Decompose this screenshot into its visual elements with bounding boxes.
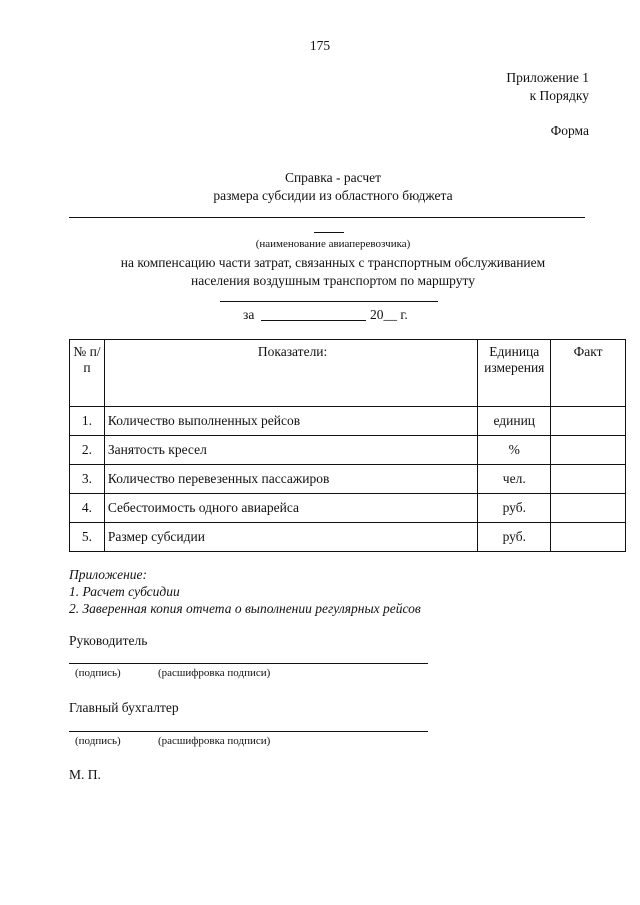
row-fact-cell[interactable] <box>551 407 626 436</box>
form-label: Форма <box>550 123 589 138</box>
row-indicator: Занятость кресел <box>104 436 477 465</box>
decode-line-accountant <box>153 731 428 732</box>
sign-caption-accountant: (подпись) <box>75 735 121 747</box>
row-unit: единиц <box>478 407 551 436</box>
table-header-row <box>70 340 626 407</box>
row-num: 5. <box>70 523 105 552</box>
row-unit: руб. <box>478 494 551 523</box>
sign-caption-director: (подпись) <box>75 667 121 679</box>
row-indicator: Размер субсидии <box>104 523 477 552</box>
row-num: 1. <box>70 407 105 436</box>
table-row <box>70 407 626 436</box>
period-prefix: за <box>243 307 255 322</box>
row-num: 2. <box>70 436 105 465</box>
stamp-place: М. П. <box>69 767 101 782</box>
indicators-table <box>69 339 626 552</box>
title-line-2: размера субсидии из областного бюджета <box>213 188 453 203</box>
header-num: № п/п <box>70 340 105 407</box>
table-row <box>70 436 626 465</box>
page-number: 175 <box>309 38 331 53</box>
attachment-item-1: 1. Расчет субсидии <box>69 584 180 599</box>
table-row <box>70 523 626 552</box>
purpose-line-2: населения воздушным транспортом по маршруту <box>191 273 475 288</box>
annex-line-2: к Порядку <box>529 88 589 103</box>
carrier-caption: (наименование авиаперевозчика) <box>255 238 411 250</box>
decode-caption-accountant: (расшифровка подписи) <box>158 735 271 747</box>
signature-line-accountant <box>69 731 153 732</box>
decode-line-director <box>153 663 428 664</box>
table-row <box>70 465 626 494</box>
row-indicator: Количество перевезенных пассажиров <box>104 465 477 494</box>
row-unit: % <box>478 436 551 465</box>
carrier-name-line <box>69 217 585 218</box>
row-fact-cell[interactable] <box>551 494 626 523</box>
row-indicator: Себестоимость одного авиарейса <box>104 494 477 523</box>
decode-caption-director: (расшифровка подписи) <box>158 667 271 679</box>
purpose-line-1: на компенсацию части затрат, связанных с транспортным обслуживанием <box>120 255 546 270</box>
annex-line-1: Приложение 1 <box>506 70 589 85</box>
period-line <box>261 320 366 321</box>
signature-line-director <box>69 663 153 664</box>
signature-role-accountant: Главный бухгалтер <box>69 700 179 715</box>
header-indicator: Показатели: <box>104 340 477 407</box>
row-num: 4. <box>70 494 105 523</box>
signature-role-director: Руководитель <box>69 633 148 648</box>
carrier-short-line <box>314 232 344 233</box>
period-year: 20__ г. <box>370 307 408 322</box>
title-line-1: Справка - расчет <box>284 170 382 185</box>
row-fact-cell[interactable] <box>551 465 626 494</box>
row-num: 3. <box>70 465 105 494</box>
row-unit: руб. <box>478 523 551 552</box>
attachment-item-2: 2. Заверенная копия отчета о выполнении регулярных рейсов <box>69 601 421 616</box>
header-unit: Единица измерения <box>478 340 551 407</box>
route-line <box>220 301 438 302</box>
row-fact-cell[interactable] <box>551 523 626 552</box>
attachment-heading: Приложение: <box>69 567 148 582</box>
row-indicator: Количество выполненных рейсов <box>104 407 477 436</box>
row-fact-cell[interactable] <box>551 436 626 465</box>
row-unit: чел. <box>478 465 551 494</box>
header-fact: Факт <box>551 340 626 407</box>
table-row <box>70 494 626 523</box>
